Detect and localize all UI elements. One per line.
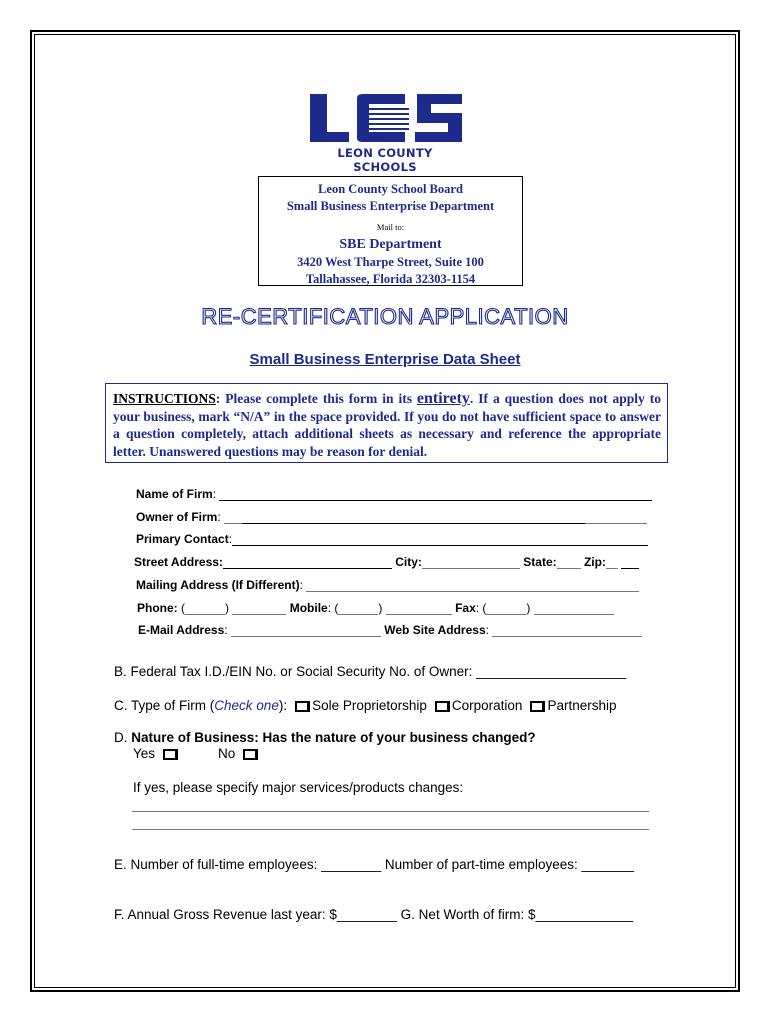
- primary-contact-field[interactable]: [232, 534, 648, 546]
- mail-to-label: Mail to:: [376, 222, 405, 232]
- question-d-letter: D.: [114, 730, 128, 745]
- question-b: B. Federal Tax I.D./EIN No. or Social Security No. of Owner: ____________________: [114, 664, 627, 679]
- partnership-checkbox[interactable]: [530, 701, 545, 712]
- mailing-address-row: Mailing Address (If Different):: [136, 578, 639, 592]
- address-box: [258, 176, 523, 286]
- yes-checkbox[interactable]: [163, 749, 178, 760]
- corporation-checkbox[interactable]: [435, 701, 450, 712]
- fax-field[interactable]: [534, 603, 614, 615]
- zip-gray: [606, 557, 618, 569]
- board-name: Leon County School Board: [318, 182, 463, 196]
- phone-field[interactable]: [232, 603, 286, 615]
- logo-text: LEON COUNTY SCHOOLS: [337, 146, 433, 174]
- mailing-address-label: Mailing Address (If Different): [136, 578, 300, 592]
- changes-line-1[interactable]: [132, 811, 649, 812]
- no-checkbox[interactable]: [243, 749, 258, 760]
- website-field[interactable]: [492, 625, 642, 637]
- email-field[interactable]: [231, 625, 381, 637]
- form-subtitle: Small Business Enterprise Data Sheet: [249, 351, 521, 368]
- changes-line-2[interactable]: [132, 829, 649, 830]
- instructions-text-b: . If a question does not apply to your business, mark “N/A” in the space provided. If you do not have sufficient space to answer a question completely, attach additional sheets as necessary and reference the appropriate letter. Unanswered questions may be reason for denial.: [113, 391, 661, 459]
- phone-row: Phone: ( ) Mobile: ( ) Fax: ( ): [137, 601, 614, 615]
- check-one-hint: Check one: [214, 698, 279, 713]
- city-label: City:: [395, 555, 422, 569]
- street-address-field[interactable]: [223, 557, 392, 569]
- changes-prompt: If yes, please specify major services/products changes:: [133, 780, 464, 795]
- owner-of-firm-field[interactable]: [242, 512, 585, 524]
- primary-contact-label: Primary Contact: [136, 532, 229, 546]
- state-label: State:: [523, 555, 557, 569]
- form-title: RE-CERTIFICATION APPLICATION: [201, 304, 569, 329]
- instructions-label: INSTRUCTIONS: [113, 391, 216, 406]
- owner-gray-lead: [224, 512, 242, 524]
- name-of-firm-field[interactable]: [219, 489, 652, 501]
- owner-gray-tail: [585, 512, 647, 524]
- name-of-firm-label: Name of Firm: [136, 487, 213, 501]
- no-label: No: [218, 746, 236, 761]
- street-line: 3420 West Tharpe Street, Suite 100: [297, 255, 484, 269]
- instructions-emphasis: entirety: [416, 390, 470, 407]
- mobile-label: Mobile: [289, 601, 328, 615]
- state-field[interactable]: [557, 557, 581, 569]
- name-of-firm-row: Name of Firm:: [136, 487, 652, 501]
- street-address-row: [134, 555, 639, 569]
- yes-no-row: [133, 746, 260, 761]
- instructions-box: [105, 383, 668, 463]
- owner-of-firm-label: Owner of Firm: [136, 510, 218, 524]
- zip-label: Zip:: [583, 555, 606, 569]
- website-label: Web Site Address: [384, 623, 486, 637]
- corporation-label: Corporation: [451, 698, 523, 713]
- question-d: [114, 730, 536, 745]
- phone-label: Phone:: [137, 601, 178, 615]
- fax-label: Fax: [455, 601, 476, 615]
- sole-proprietorship-checkbox[interactable]: [295, 701, 310, 712]
- question-e: E. Number of full-time employees: ________ Number of part-time employees: _______: [114, 857, 635, 872]
- zip-field[interactable]: [621, 557, 639, 569]
- department-name: Small Business Enterprise Department: [286, 199, 495, 213]
- question-c: [114, 698, 616, 713]
- fax-area-field[interactable]: [486, 603, 526, 615]
- owner-of-firm-row: Owner of Firm:: [136, 510, 647, 524]
- city-line: Tallahassee, Florida 32303-1154: [305, 272, 476, 286]
- question-d-text: Nature of Business: Has the nature of your business changed?: [131, 730, 536, 745]
- sbe-department: SBE Department: [339, 237, 442, 252]
- question-f-g: F. Annual Gross Revenue last year: $________ G. Net Worth of firm: $_____________: [114, 907, 634, 922]
- city-field[interactable]: [422, 557, 520, 569]
- email-label: E-Mail Address: [138, 623, 225, 637]
- sole-proprietorship-label: Sole Proprietorship: [312, 698, 427, 713]
- mobile-area-field[interactable]: [338, 603, 378, 615]
- mailing-address-field[interactable]: [306, 580, 639, 592]
- type-of-firm-prefix: C. Type of Firm (: [114, 698, 215, 713]
- mobile-field[interactable]: [386, 603, 452, 615]
- primary-contact-row: Primary Contact:: [136, 532, 648, 546]
- type-of-firm-suffix: ):: [278, 698, 288, 713]
- partnership-label: Partnership: [547, 698, 617, 713]
- street-address-label: Street Address:: [134, 555, 223, 569]
- phone-area-field[interactable]: [185, 603, 225, 615]
- email-row: E-Mail Address: Web Site Address:: [138, 623, 642, 637]
- instructions-text-a: : Please complete this form in its: [215, 391, 417, 406]
- yes-label: Yes: [133, 746, 156, 761]
